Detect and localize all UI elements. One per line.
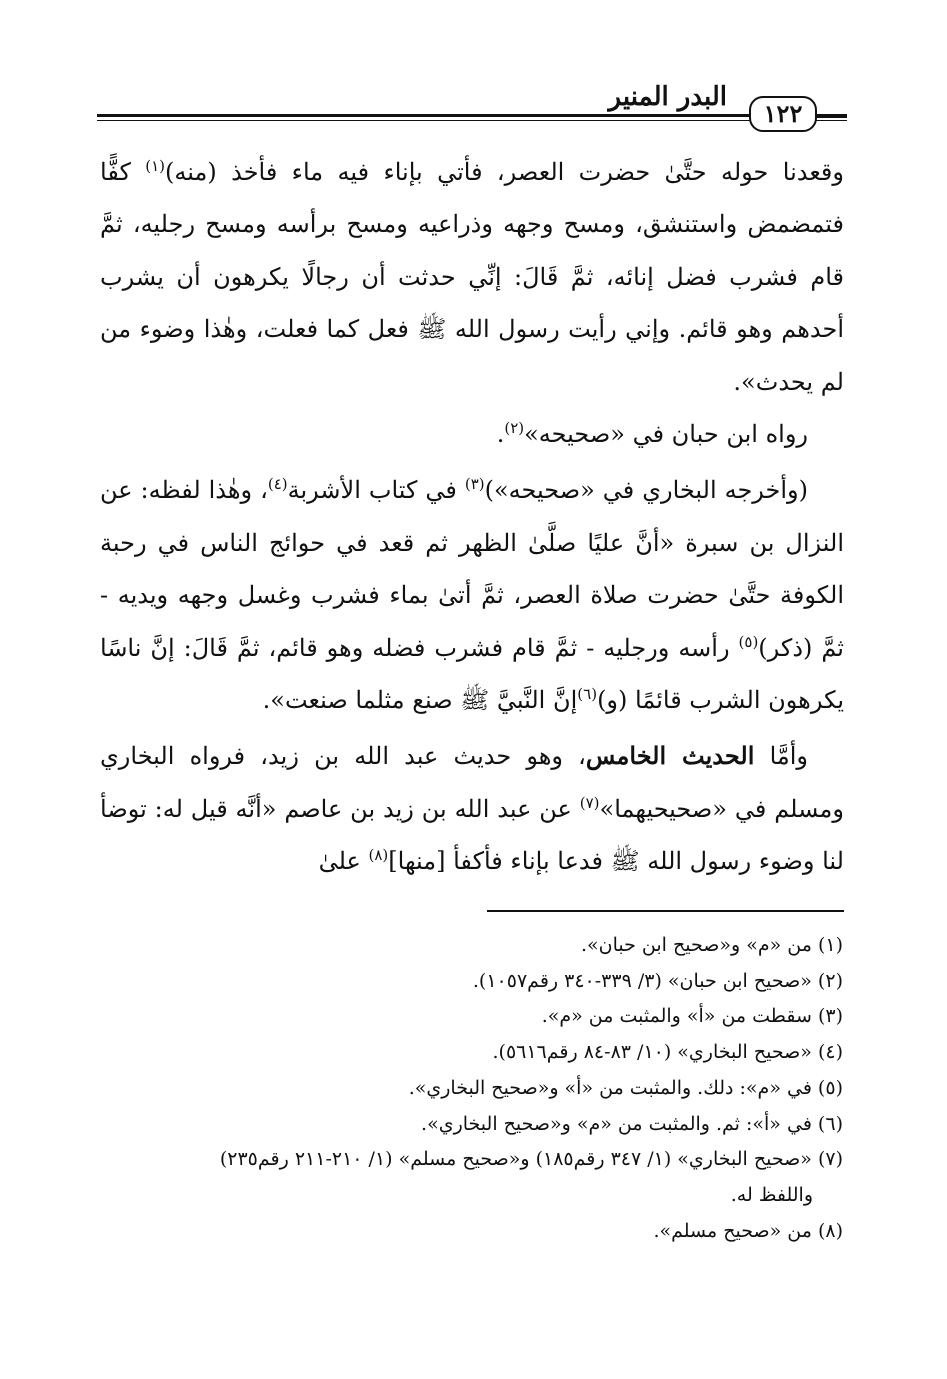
footnote-7-continuation: واللفظ له. bbox=[730, 1183, 813, 1206]
page-header bbox=[97, 80, 847, 130]
text-run: وقعدنا حوله حتَّىٰ حضرت العصر، فأتي بإناء فيه ماء فأخذ (منه) bbox=[165, 158, 844, 186]
footnote-3: (٣) سقطت من «أ» والمثبت من «م». bbox=[541, 1005, 843, 1028]
header-rule-tail bbox=[817, 116, 847, 118]
footnote-ref-2: (٢) bbox=[504, 419, 525, 438]
footnote-separator bbox=[487, 910, 844, 912]
footnote-5: (٥) في «م»: دلك. والمثبت من «أ» و«صحيح البخاري». bbox=[408, 1076, 843, 1099]
text-run: عن عبد الله بن زيد بن عاصم «أنَّه قيل له: توضأ لنا وضوء رسول الله ﷺ فدعا بإناء فأكفأ [منها] bbox=[100, 794, 844, 876]
main-text bbox=[100, 146, 844, 888]
paragraph-4 bbox=[100, 730, 844, 887]
text-run: ، وهو حديث عبد الله بن زيد، فرواه البخاري ومسلم في «صحيحيهما» bbox=[100, 742, 844, 823]
text-run: . bbox=[496, 420, 505, 449]
text-run: رواه ابن حبان في «صحيحه» bbox=[524, 420, 808, 449]
text-run: علىٰ bbox=[318, 847, 369, 876]
footnote-ref-1: (١) bbox=[145, 157, 166, 175]
footnote-6: (٦) في «أ»: ثم. والمثبت من «م» و«صحيح البخاري». bbox=[421, 1112, 843, 1135]
paragraph-2 bbox=[100, 408, 844, 460]
paragraph-1 bbox=[100, 146, 844, 408]
footnote-ref-7: (٧) bbox=[579, 793, 600, 812]
text-run: كفًّا فتمضمض واستنشق، ومسح وجهه وذراعيه ومسح برأسه ومسح رجليه، ثمَّ قام فشرب فضل إنائه، ثمَّ قَالَ: إنِّي حدثت أن رجالًا يكرهون أن يشرب أحدهم وهو قائم. وإني رأيت رسول الله ﷺ فعل كما فعلت، وهٰذا وضوء من لم يحدث». bbox=[100, 158, 844, 396]
footnote-1: (١) من «م» و«صحيح ابن حبان». bbox=[580, 934, 843, 956]
text-run: (وأخرجه البخاري في «صحيحه») bbox=[484, 476, 808, 505]
footnote-7: (٧) «صحيح البخاري» (١/ ٣٤٧ رقم١٨٥) و«صحيح مسلم» (١/ ٢١٠-٢١١ رقم٢٣٥) bbox=[219, 1148, 843, 1171]
footnote-ref-3: (٣) bbox=[464, 475, 485, 494]
footnote-2: (٢) «صحيح ابن حبان» (٣/ ٣٣٩-٣٤٠ رقم١٠٥٧). bbox=[472, 969, 843, 992]
text-run: رأسه ورجليه - ثمَّ قام فشرب فضله وهو قائم، ثمَّ قَالَ: إنَّ ناسًا يكرهون الشرب قائمًا (و) bbox=[100, 633, 844, 715]
page-number: ١٢٢ bbox=[749, 96, 817, 132]
footnote-ref-8: (٨) bbox=[368, 846, 389, 865]
paragraph-3 bbox=[100, 464, 844, 726]
footnote-ref-6: (٦) bbox=[577, 685, 598, 704]
footnote-4: (٤) «صحيح البخاري» (١٠/ ٨٣-٨٤ رقم٥٦١٦). bbox=[492, 1041, 843, 1064]
text-run: إنَّ النَّبيَّ ﷺ صنع مثلما صنعت». bbox=[262, 686, 578, 715]
text-run: في كتاب الأشربة bbox=[287, 476, 465, 505]
header-rule-thin bbox=[97, 120, 847, 121]
section-heading-inline: الحديث الخامس bbox=[585, 741, 755, 771]
footnote-8: (٨) من «صحيح مسلم». bbox=[653, 1219, 843, 1242]
running-title: البدر المنير bbox=[608, 82, 727, 112]
footnote-ref-5: (٥) bbox=[738, 632, 759, 651]
footnote-ref-4: (٤) bbox=[267, 475, 288, 494]
text-run: ، وهٰذا لفظه: عن النزال بن سبرة «أنَّ عليًا صلَّىٰ الظهر ثم قعد في حوائج الناس في رحبة الكوفة حتَّىٰ حضرت صلاة العصر، ثمَّ أتىٰ بماء فشرب وغسل وجهه ويديه - ثمَّ (ذكر) bbox=[100, 476, 845, 662]
text-run: وأمَّا bbox=[754, 742, 808, 771]
header-rule-thick bbox=[97, 114, 847, 117]
footnotes bbox=[98, 928, 843, 1249]
